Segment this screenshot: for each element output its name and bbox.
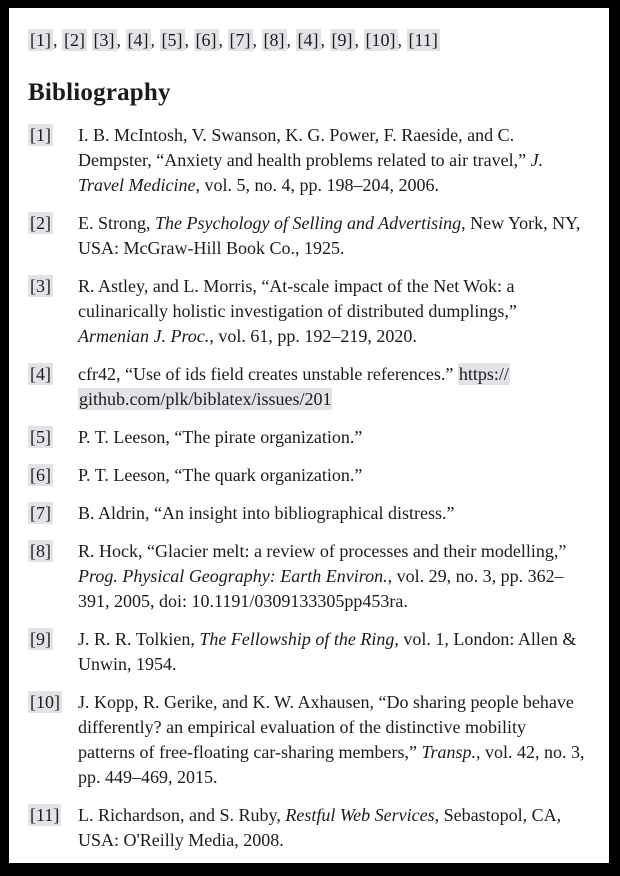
reference-italic-title: Armenian J. Proc. [78,326,210,346]
reference-entry [28,362,585,412]
reference-italic-title: Prog. Physical Geography: Earth Environ. [78,566,388,586]
reference-label[interactable]: [3] [30,276,51,296]
reference-text-segment: P. T. Leeson, “The pirate organization.” [78,427,363,447]
reference-italic-title: Transp. [421,742,477,762]
reference-text-segment: , vol. 42, no. 3, pp. 449–469, 2015. [78,742,585,787]
inline-citations [28,28,585,53]
reference-italic-title: The Fellowship of the Ring [199,629,395,649]
citation-separator [87,30,92,50]
reference-entry [28,803,585,853]
reference-label-column [28,690,78,715]
reference-label[interactable]: [1] [30,125,51,145]
reference-label[interactable]: [6] [30,465,51,485]
reference-label-column [28,463,78,488]
citation-link[interactable]: [2] [64,30,85,50]
reference-list [28,123,585,853]
reference-label-column [28,211,78,236]
reference-label[interactable]: [10] [30,692,60,712]
citation-separator: , [397,30,407,50]
reference-label-column [28,627,78,652]
citation-link[interactable]: [10] [365,30,396,50]
reference-entry [28,690,585,790]
reference-text [78,274,585,349]
reference-label-column [28,803,78,828]
pdf-page [9,8,609,863]
citation-separator: , [286,30,296,50]
reference-url-link[interactable]: https:// [458,364,509,384]
reference-entry [28,539,585,614]
reference-entry [28,425,585,450]
reference-label-column [28,362,78,387]
reference-label[interactable]: [4] [30,364,51,384]
reference-label[interactable]: [5] [30,427,51,447]
reference-text [78,463,585,488]
reference-text [78,211,585,261]
reference-italic-title: Restful Web Services [285,805,435,825]
citation-separator: , [150,30,160,50]
reference-text-segment: J. Kopp, R. Gerike, and K. W. Axhausen, “Do sharing people behave differently? an empirical evaluation of the distinctive mobility patterns of free-floating car-sharing members,” [78,692,574,762]
reference-label[interactable]: [8] [30,541,51,561]
reference-label[interactable]: [11] [30,805,60,825]
reference-label[interactable]: [9] [30,629,51,649]
reference-text-segment: E. Strong, [78,213,156,233]
reference-url-link[interactable]: github.com/plk/biblatex/issues/201 [79,389,332,409]
citation-link[interactable]: [11] [408,30,438,50]
reference-text-segment: P. T. Leeson, “The quark organization.” [78,465,363,485]
reference-label-column [28,274,78,299]
reference-italic-title: The Psychology of Selling and Advertising [155,213,462,233]
citation-link[interactable]: [7] [229,30,251,50]
citation-separator: , [53,30,62,50]
reference-text-segment: , vol. 61, pp. 192–219, 2020. [209,326,417,346]
reference-label[interactable]: [2] [30,213,51,233]
citation-link[interactable]: [5] [161,30,183,50]
reference-text [78,362,585,412]
reference-text [78,501,585,526]
citation-separator: , [218,30,228,50]
citation-link[interactable]: [3] [93,30,115,50]
reference-text-segment: I. B. McIntosh, V. Swanson, K. G. Power, F. Raeside, and C. Dempster, “Anxiety and health problems related to air travel,” [78,125,531,170]
reference-text-segment: , vol. 5, no. 4, pp. 198–204, 2006. [195,175,439,195]
reference-text-segment: R. Hock, “Glacier melt: a review of processes and their modelling,” [78,541,567,561]
reference-label-column [28,425,78,450]
reference-text-segment: R. Astley, and L. Morris, “At-scale impact of the Net Wok: a culinarically holistic investigation of distributed dumplings,” [78,276,517,321]
citation-separator: , [320,30,330,50]
reference-text [78,803,585,853]
reference-text [78,123,585,198]
reference-label[interactable]: [7] [30,503,51,523]
citation-link[interactable]: [8] [263,30,285,50]
reference-text-segment: , Sebastopol, CA, USA: O'Reilly Media, 2008. [78,805,562,850]
reference-label-column [28,123,78,148]
citation-separator: , [184,30,194,50]
reference-text-segment: , vol. 29, no. 3, pp. 362–391, 2005, doi: 10.1191/0309133305pp453ra. [78,566,564,611]
citation-link[interactable]: [4] [297,30,319,50]
reference-text-segment: , New York, NY, USA: McGraw-Hill Book Co., 1925. [78,213,581,258]
citation-separator: , [354,30,364,50]
reference-italic-title: J. Travel Medicine [78,150,544,195]
reference-text-segment: B. Aldrin, “An insight into bibliographical distress.” [78,503,455,523]
reference-text [78,627,585,677]
citation-link[interactable]: [4] [127,30,149,50]
reference-text-segment: L. Richardson, and S. Ruby, [78,805,286,825]
reference-text-segment: , vol. 1, London: Allen & Unwin, 1954. [78,629,577,674]
bibliography-heading: Bibliography [28,79,171,106]
reference-text [78,690,585,790]
reference-entry [28,274,585,349]
citation-separator: , [252,30,262,50]
reference-text [78,425,585,450]
reference-entry [28,211,585,261]
citation-link[interactable]: [6] [195,30,217,50]
citation-link[interactable]: [9] [331,30,353,50]
reference-text-segment: J. R. R. Tolkien, [78,629,200,649]
reference-entry [28,123,585,198]
reference-text [78,539,585,614]
citation-link[interactable]: [1] [30,30,51,50]
reference-entry [28,501,585,526]
reference-entry [28,627,585,677]
reference-label-column [28,501,78,526]
reference-text-segment: cfr42, “Use of ids field creates unstable references.” [78,364,458,384]
reference-entry [28,463,585,488]
reference-label-column [28,539,78,564]
citation-separator: , [116,30,126,50]
